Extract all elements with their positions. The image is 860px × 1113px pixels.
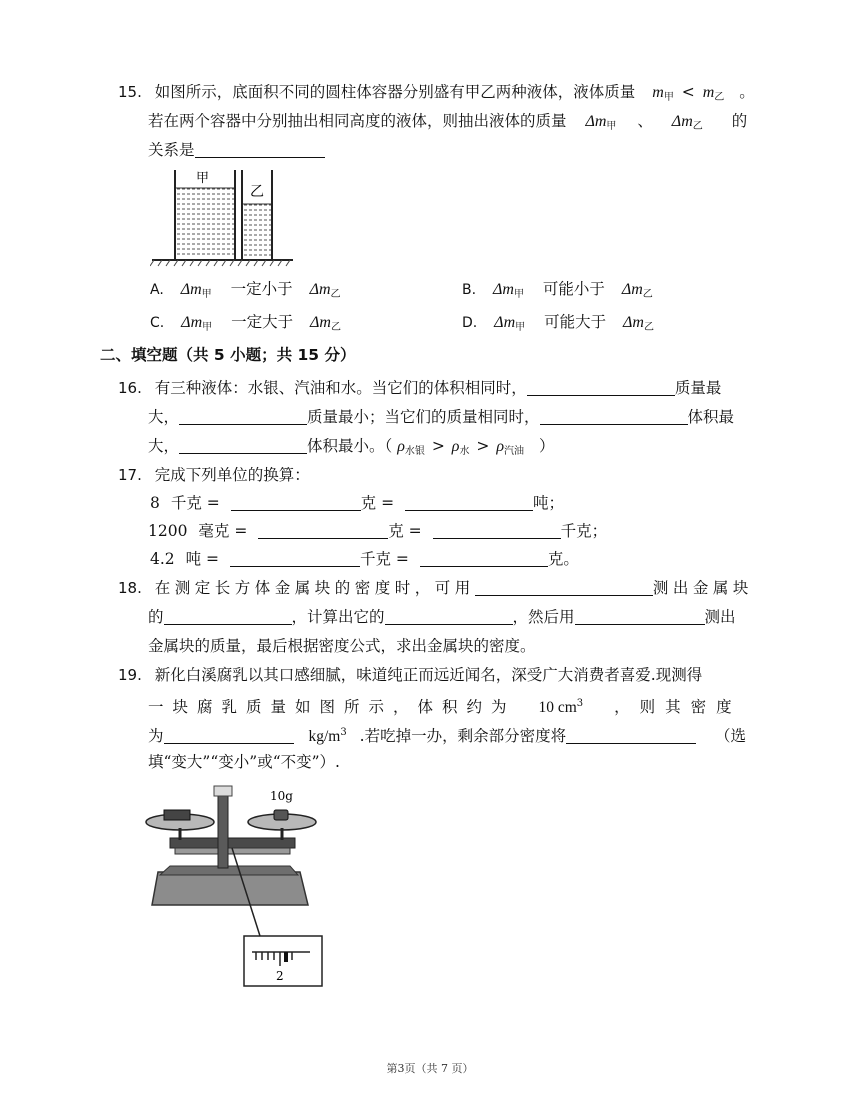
- q18-blank-4[interactable]: [575, 606, 705, 625]
- q17-blank-5[interactable]: [230, 548, 360, 567]
- q19-blank-density[interactable]: [164, 725, 294, 744]
- q18-blank-2[interactable]: [164, 606, 292, 625]
- q17-line-title: 17. 完成下列单位的换算：: [118, 466, 310, 484]
- q15-line2: 若在两个容器中分别抽出相同高度的液体，则抽出液体的质量 $\Delta m_甲$ 、 $\Delta m_乙$ 的: [148, 112, 748, 132]
- q16-blank-2[interactable]: [179, 406, 307, 425]
- q15-option-b[interactable]: B. $\Delta m_甲$ 可能小于 $\Delta m_乙$: [462, 280, 653, 300]
- q18-blank-1[interactable]: [475, 577, 653, 596]
- q15-answer-blank[interactable]: [195, 139, 325, 158]
- q16-blank-4[interactable]: [179, 435, 307, 454]
- q15-line1: 15. 如图所示，底面积不同的圆柱体容器分别盛有甲乙两种液体，液体质量 $m_甲 < m_乙$ 。: [118, 83, 755, 103]
- q17-blank-6[interactable]: [420, 548, 548, 567]
- q15-number: 15.: [118, 83, 142, 101]
- q16-line1: 16. 有三种液体：水银、汽油和水。当它们的体积相同时， 质量最: [118, 379, 722, 397]
- q18-number: 18.: [118, 579, 142, 597]
- q16-line2: 大， 质量最小；当它们的质量相同时， 体积最: [148, 408, 735, 426]
- label-yi: 乙: [250, 184, 264, 200]
- section-heading-fill-blank: 二、填空题（共 5 小题；共 15 分）: [100, 346, 356, 364]
- q18-line2: 的 ，计算出它的 ，然后用 测出: [148, 608, 736, 626]
- q19-number: 19.: [118, 666, 142, 684]
- q17-number: 17.: [118, 466, 142, 484]
- q19-balance-figure: [140, 780, 330, 990]
- q15-line3: 关系是: [148, 138, 325, 162]
- q16-line3: 大， 体积最小。（ $\rho_{水银} > \rho_水 > \rho_{汽油}$ ）: [148, 437, 555, 457]
- label-jia: 甲: [196, 171, 210, 186]
- q17-blank-3[interactable]: [258, 520, 388, 539]
- q16-number: 16.: [118, 379, 142, 397]
- page-footer: 第3页（共 7 页）: [386, 1062, 474, 1075]
- q17-row-1: 8 千克 = 克 = 吨；: [150, 494, 565, 512]
- q17-blank-4[interactable]: [433, 520, 561, 539]
- q17-blank-1[interactable]: [231, 492, 361, 511]
- q18-blank-3[interactable]: [385, 606, 513, 625]
- scale-label: 2: [276, 969, 284, 983]
- q17-row-2: 1200 毫克 = 克 = 千克；: [148, 522, 608, 540]
- q19-line4: 填“变大”“变小”或“不变”）.: [148, 753, 340, 771]
- q17-row-3: 4.2 吨 = 千克 = 克。: [150, 550, 579, 568]
- q15-container-figure: [150, 166, 295, 270]
- q17-blank-2[interactable]: [405, 492, 533, 511]
- q16-blank-1[interactable]: [527, 377, 675, 396]
- weight-label: 10g: [270, 789, 293, 803]
- q15-option-c[interactable]: C. $\Delta m_甲$ 一定大于 $\Delta m_乙$: [150, 313, 341, 333]
- q19-line2: 一块腐乳质量如图所示，体积约为 10 $cm^3$ ，则其密度: [148, 698, 742, 717]
- q18-line1: 18. 在测定长方体金属块的密度时，可用 测出金属块: [118, 579, 753, 597]
- q15-option-d[interactable]: D. $\Delta m_甲$ 可能大于 $\Delta m_乙$: [462, 313, 654, 333]
- q16-blank-3[interactable]: [540, 406, 688, 425]
- q19-line1: 19. 新化白溪腐乳以其口感细腻，味道纯正而远近闻名，深受广大消费者喜爱.现测得: [118, 666, 703, 684]
- q19-blank-change[interactable]: [566, 725, 696, 744]
- q18-line3: 金属块的质量，最后根据密度公式，求出金属块的密度。: [148, 637, 536, 655]
- q19-line3: 为 $kg/m^3$ .若吃掉一办，剩余部分密度将 （选: [148, 727, 747, 746]
- q15-option-a[interactable]: A. $\Delta m_甲$ 一定小于 $\Delta m_乙$: [150, 280, 341, 300]
